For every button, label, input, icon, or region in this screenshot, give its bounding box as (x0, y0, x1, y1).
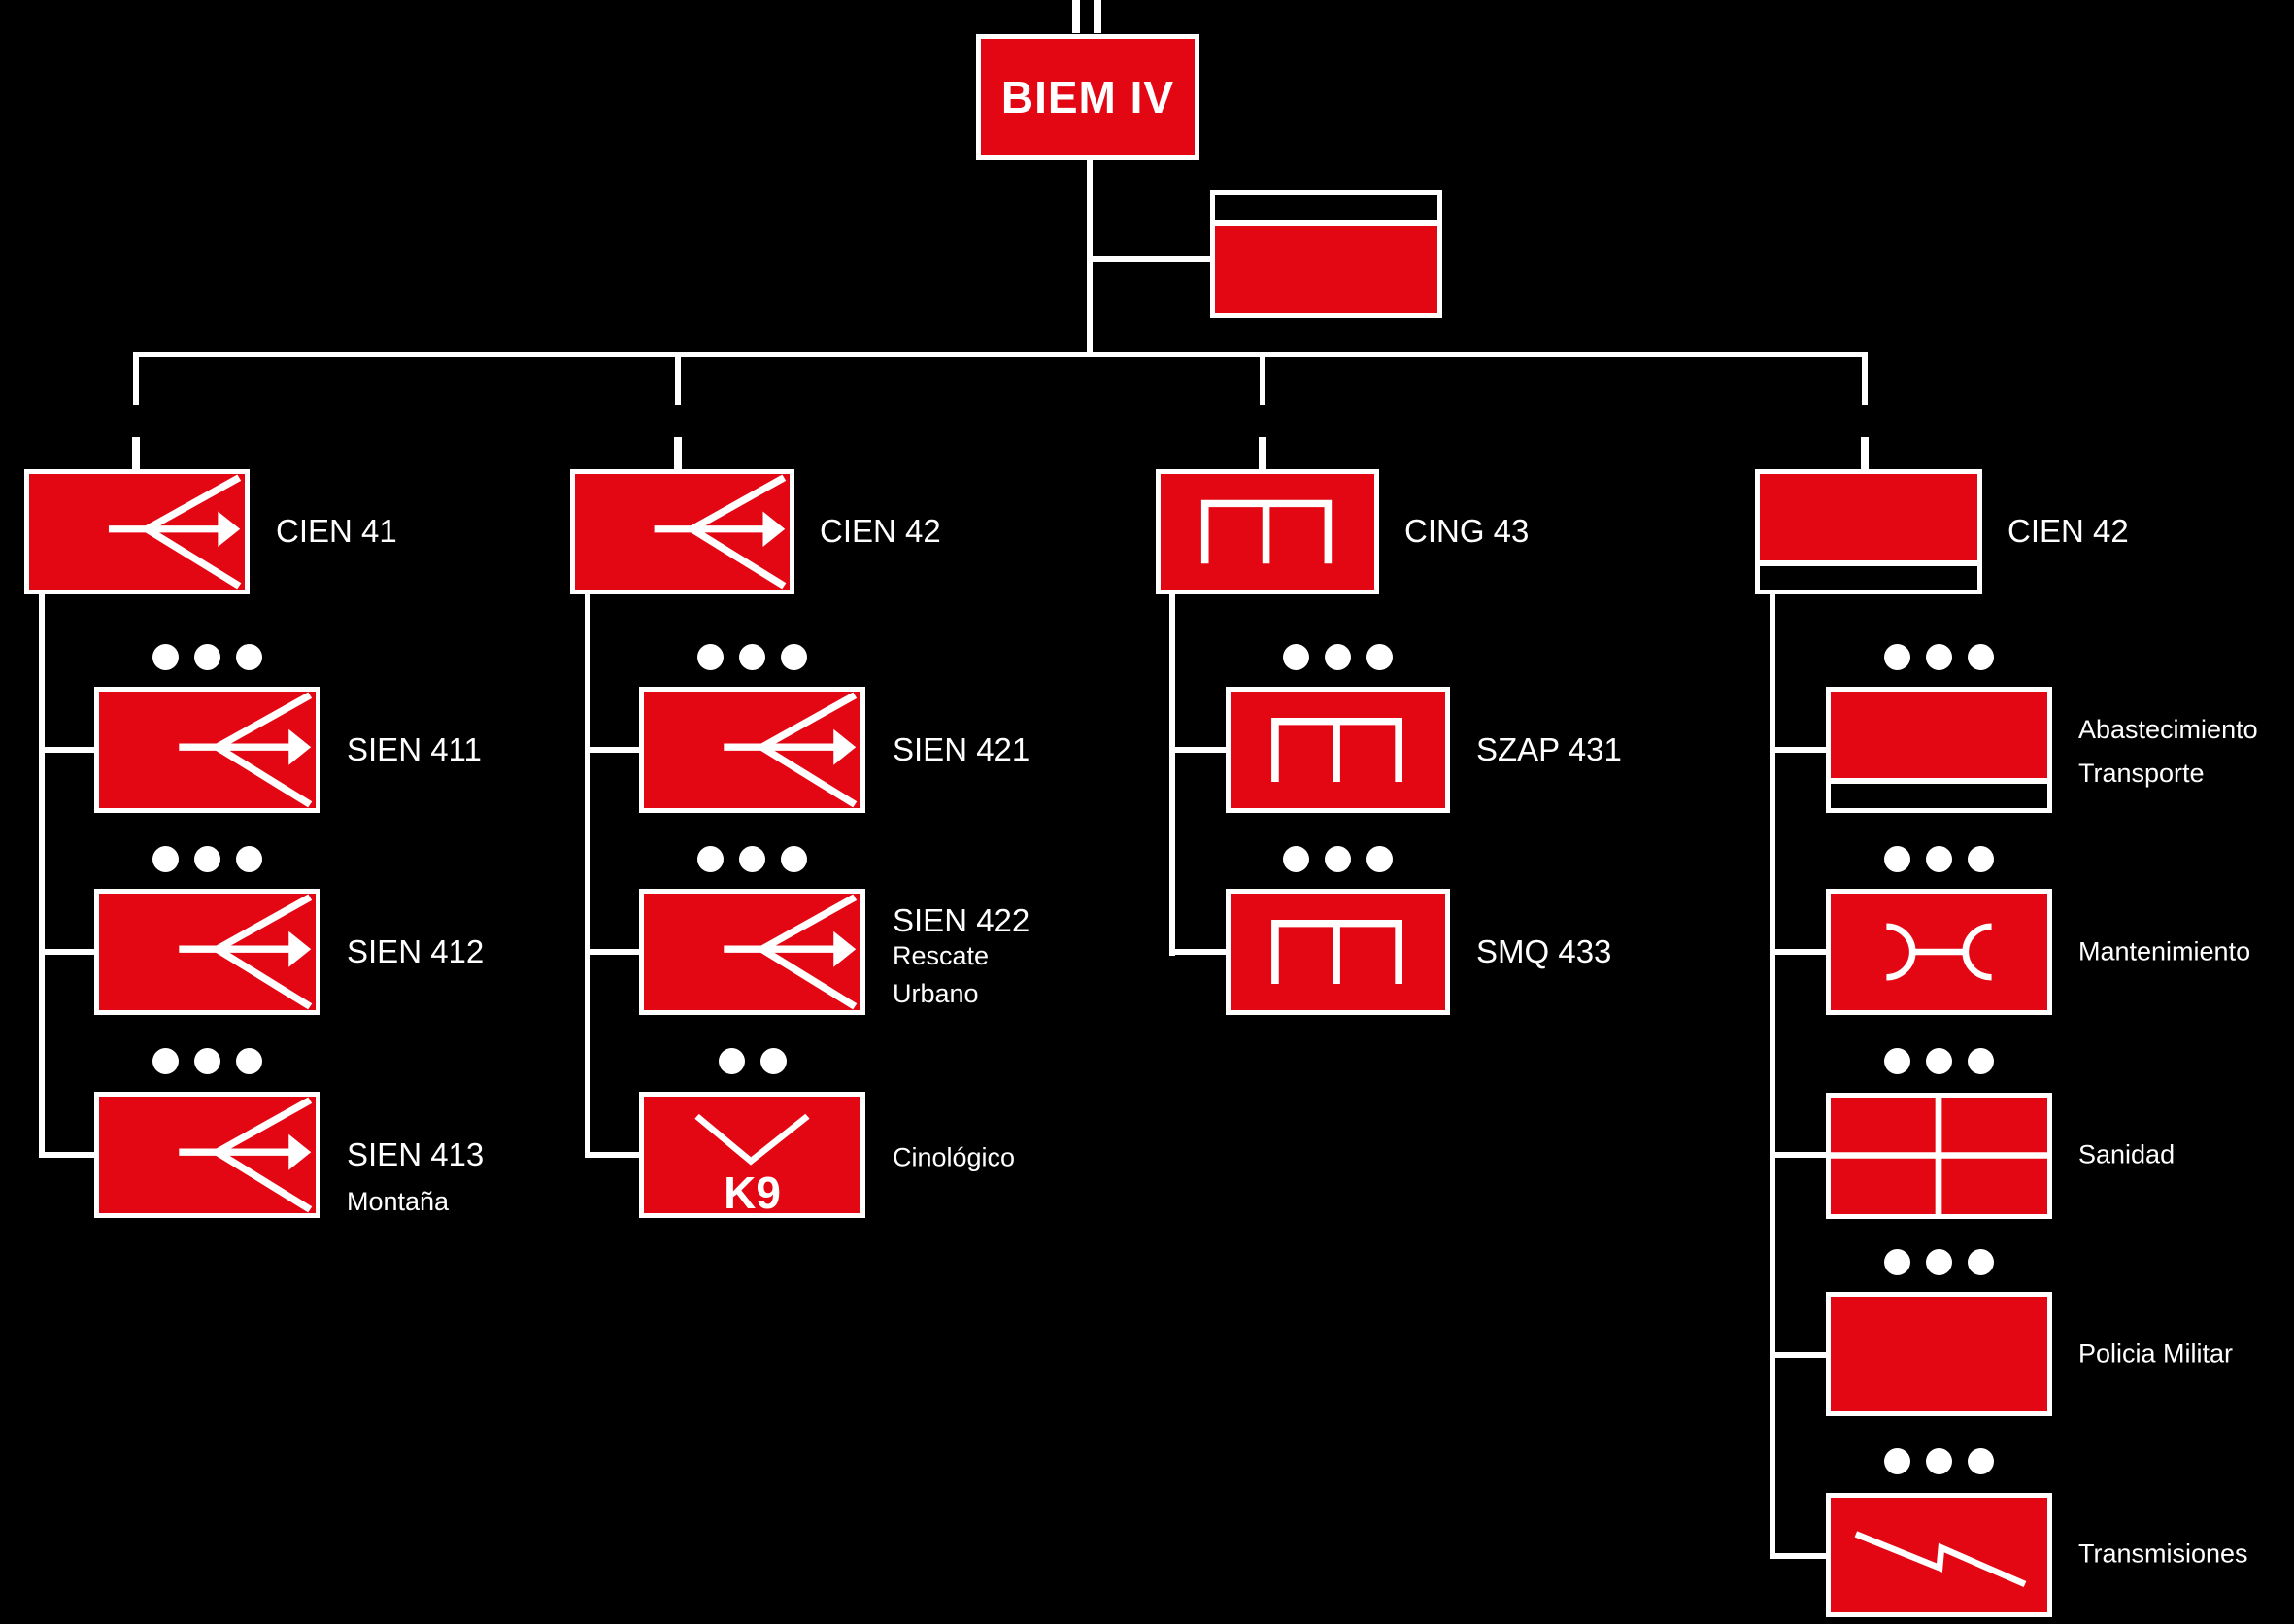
connector (1770, 1553, 1827, 1559)
engineer-arrow-icon (29, 474, 245, 590)
echelon-dot (152, 644, 179, 670)
echelon-dot (1884, 644, 1910, 670)
connector (1770, 594, 1775, 1556)
echelon-dot (1325, 644, 1351, 670)
unit-box-k9 (639, 1092, 865, 1218)
unit-box-mantenimiento (1826, 889, 2052, 1015)
unit-box-sien-411 (94, 687, 320, 813)
unit-label-block (893, 902, 1029, 1011)
engineer-bridge-icon (1231, 692, 1445, 808)
engineer-arrow-icon (644, 894, 860, 1010)
engineer-arrow-icon (99, 1097, 316, 1213)
platoon-dots (1884, 846, 1994, 872)
echelon-dot (1884, 1448, 1910, 1474)
echelon-dot (1926, 1048, 1952, 1074)
echelon-ii-bar (1072, 0, 1080, 33)
echelon-dot (236, 644, 262, 670)
root-unit-label: BIEM IV (1000, 72, 1175, 122)
root-unit-box (976, 34, 1199, 160)
connector (1169, 949, 1227, 955)
connector (39, 594, 45, 1158)
unit-label: Policia Militar (2078, 1338, 2234, 1369)
unit-label: Transmisiones (2078, 1539, 2248, 1569)
connector (1260, 355, 1265, 405)
echelon-dot (1926, 846, 1952, 872)
unit-label: Sanidad (2078, 1139, 2176, 1169)
engineer-bridge-icon (1161, 474, 1374, 590)
echelon-dot (739, 644, 765, 670)
unit-box-cien-41 (24, 469, 250, 594)
echelon-i-bar (674, 437, 682, 469)
engineer-arrow-icon (99, 692, 316, 808)
k9-label: K9 (724, 1167, 781, 1218)
unit-sublabel: Montaña (347, 1186, 450, 1216)
unit-label: SMQ 433 (1476, 933, 1612, 970)
echelon-dot (1884, 846, 1910, 872)
maintenance-icon (1831, 894, 2047, 1010)
connector (585, 747, 640, 753)
unit-box-cing-43 (1156, 469, 1379, 594)
engineer-arrow-icon (575, 474, 790, 590)
echelon-dot (1968, 846, 1994, 872)
unit-box-sien-422 (639, 889, 865, 1015)
unit-label: Cinológico (893, 1142, 1016, 1172)
black-band (1760, 566, 1977, 590)
echelon-dot (236, 1048, 262, 1074)
unit-label: CIEN 41 (276, 513, 397, 550)
platoon-dots (1283, 644, 1393, 670)
unit-label: SIEN 412 (347, 933, 485, 970)
unit-label: CIEN 42 (820, 513, 941, 550)
connector (1169, 594, 1175, 956)
unit-sublabel: Rescate (893, 940, 990, 970)
platoon-dots (152, 1048, 262, 1074)
unit-label-block (2078, 708, 2258, 795)
unit-label: SZAP 431 (1476, 731, 1622, 768)
connector (1770, 747, 1827, 753)
connector (39, 1152, 95, 1158)
echelon-dot (194, 1048, 220, 1074)
connector (1862, 355, 1868, 405)
unit-label: CIEN 42 (2007, 513, 2129, 550)
unit-box-szap-431 (1226, 687, 1450, 813)
echelon-dot (1968, 1448, 1994, 1474)
red-fill (1831, 692, 2047, 778)
connector (585, 1152, 640, 1158)
connector (133, 355, 139, 405)
platoon-dots (1884, 1048, 1994, 1074)
unit-box-sien-412 (94, 889, 320, 1015)
flash-icon (1831, 1498, 2047, 1612)
headquarters-box (1210, 190, 1442, 318)
echelon-dot (1366, 846, 1393, 872)
engineer-arrow-icon (644, 692, 860, 808)
echelon-dot (1366, 644, 1393, 670)
section-dots (719, 1048, 787, 1074)
unit-label: CING 43 (1404, 513, 1530, 550)
platoon-dots (1884, 1448, 1994, 1474)
connector (39, 747, 95, 753)
echelon-dot (719, 1048, 745, 1074)
echelon-dot (236, 846, 262, 872)
unit-label: Mantenimiento (2078, 936, 2251, 966)
echelon-dot (152, 846, 179, 872)
echelon-dot (1884, 1249, 1910, 1275)
black-band (1831, 784, 2047, 808)
echelon-dot (194, 644, 220, 670)
echelon-dot (697, 846, 724, 872)
unit-box-cien-42-log (1755, 469, 1982, 594)
echelon-dot (1968, 1048, 1994, 1074)
echelon-dot (739, 846, 765, 872)
unit-box-sien-421 (639, 687, 865, 813)
unit-sublabel: Urbano (893, 979, 979, 1009)
unit-label: SIEN 422 (893, 902, 1030, 938)
unit-box-policia-militar (1826, 1292, 2052, 1416)
echelon-dot (760, 1048, 787, 1074)
engineer-arrow-icon (99, 894, 316, 1010)
connector (39, 949, 95, 955)
echelon-dot (781, 644, 807, 670)
engineer-bridge-icon (1231, 894, 1445, 1010)
unit-label-block (347, 1136, 484, 1219)
unit-box-sanidad (1826, 1093, 2052, 1219)
echelon-i-bar (1259, 437, 1266, 469)
red-fill (1760, 474, 1977, 560)
connector (1770, 1352, 1827, 1358)
echelon-dot (1283, 846, 1309, 872)
unit-box-sien-413 (94, 1092, 320, 1218)
connector (585, 594, 590, 1158)
echelon-dot (1325, 846, 1351, 872)
echelon-dot (1283, 644, 1309, 670)
echelon-dot (697, 644, 724, 670)
echelon-i-bar (1861, 437, 1869, 469)
unit-sublabel: Transporte (2078, 758, 2205, 788)
unit-box-abastecimiento (1826, 687, 2052, 813)
echelon-dot (1968, 644, 1994, 670)
hq-black-band (1215, 195, 1437, 220)
echelon-dot (1884, 1048, 1910, 1074)
connector (585, 949, 640, 955)
medical-cross-icon (1831, 1098, 2047, 1214)
platoon-dots (1884, 1249, 1994, 1275)
connector (675, 355, 681, 405)
unit-label: Abastecimiento (2078, 715, 2258, 744)
platoon-dots (1884, 644, 1994, 670)
platoon-dots (697, 644, 807, 670)
echelon-dot (1968, 1249, 1994, 1275)
echelon-dot (781, 846, 807, 872)
echelon-dot (1926, 1249, 1952, 1275)
unit-label: SIEN 421 (893, 731, 1030, 768)
echelon-dot (1926, 1448, 1952, 1474)
platoon-dots (152, 644, 262, 670)
unit-box-transmisiones (1826, 1493, 2052, 1617)
platoon-dots (1283, 846, 1393, 872)
unit-box-smq-433 (1226, 889, 1450, 1015)
unit-box-cien-42 (570, 469, 794, 594)
echelon-ii-bar (1094, 0, 1101, 33)
hq-red-fill (1215, 226, 1437, 313)
connector (1090, 256, 1210, 262)
connector-main (133, 352, 1868, 357)
connector (1169, 747, 1227, 753)
connector (1770, 1152, 1827, 1158)
platoon-dots (152, 846, 262, 872)
platoon-dots (697, 846, 807, 872)
echelon-dot (152, 1048, 179, 1074)
echelon-dot (194, 846, 220, 872)
unit-label: SIEN 411 (347, 731, 482, 768)
unit-label: SIEN 413 (347, 1136, 485, 1172)
echelon-dot (1926, 644, 1952, 670)
echelon-i-bar (132, 437, 140, 469)
connector (1770, 949, 1827, 955)
